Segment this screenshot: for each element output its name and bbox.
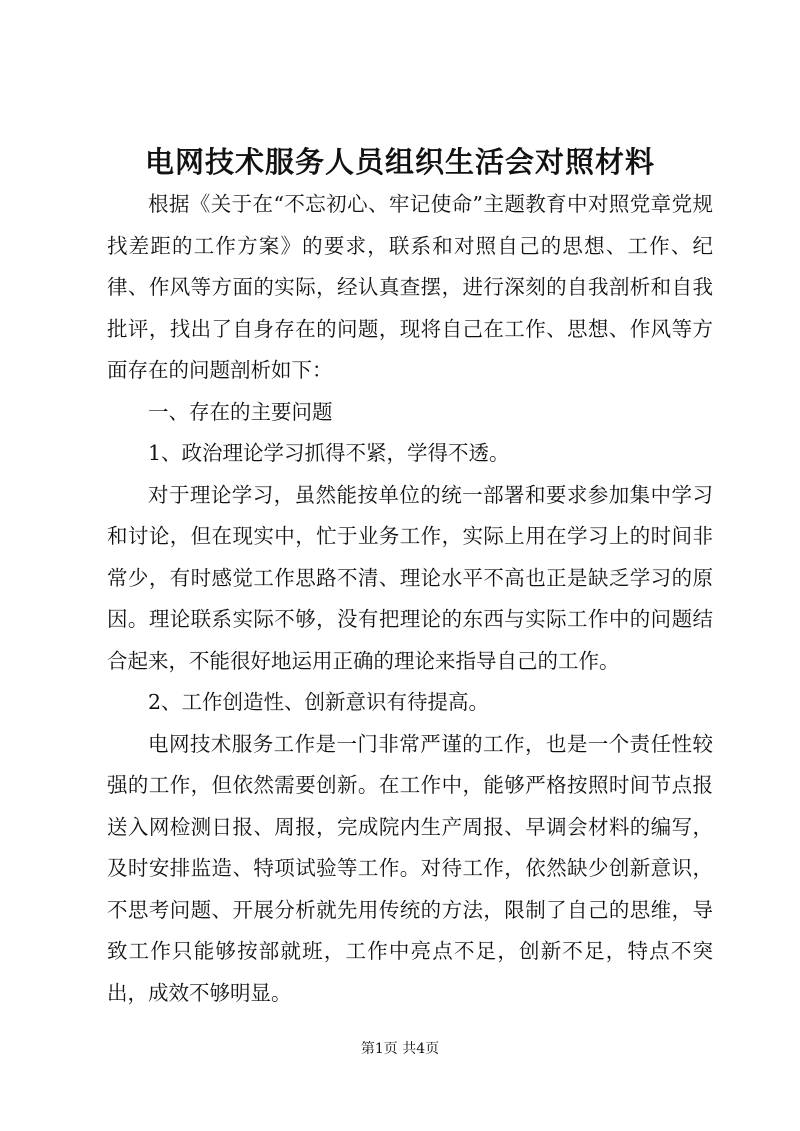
- page-footer: 第1页 共4页: [360, 1041, 440, 1057]
- document-title: 电网技术服务人员组织生活会对照材料: [144, 145, 655, 179]
- problem-paragraph-2: 电网技术服务工作是一门非常严谨的工作，也是一个责任性较强的工作，但依然需要创新。在工作中，能够严格按照时间节点报送入网检测日报、周报，完成院内生产周报、早调会材料的编写，及时安排监造、特项试验等工作。对待工作，依然缺少创新意识，不思考问题、开展分析就先用传统的方法，限制了自己的思维，导致工作只能够按部就班，工作中亮点不足，创新不足，特点不突出，成效不够明显。: [107, 731, 713, 1005]
- intro-paragraph: 根据《关于在“不忘初心、牢记使命”主题教育中对照党章党规找差距的工作方案》的要求，联系和对照自己的思想、工作、纪律、作风等方面的实际，经认真查摆，进行深刻的自我剖析和自我批评，找出了自身存在的问题，现将自己在工作、思想、作风等方面存在的问题剖析如下：: [107, 192, 713, 382]
- section-heading-main-problems: 一、存在的主要问题: [148, 399, 333, 424]
- problem-paragraph-1: 对于理论学习，虽然能按单位的统一部署和要求参加集中学习和讨论，但在现实中，忙于业务工作，实际上用在学习上的时间非常少，有时感觉工作思路不清、理论水平不高也正是缺乏学习的原因。理论联系实际不够，没有把理论的东西与实际工作中的问题结合起来，不能很好地运用正确的理论来指导自己的工作。: [107, 482, 713, 673]
- document-body: [107, 184, 713, 1014]
- problem-heading-2: 2、工作创造性、创新意识有待提高。: [148, 690, 490, 714]
- problem-heading-1: 1、政治理论学习抓得不紧，学得不透。: [148, 441, 510, 465]
